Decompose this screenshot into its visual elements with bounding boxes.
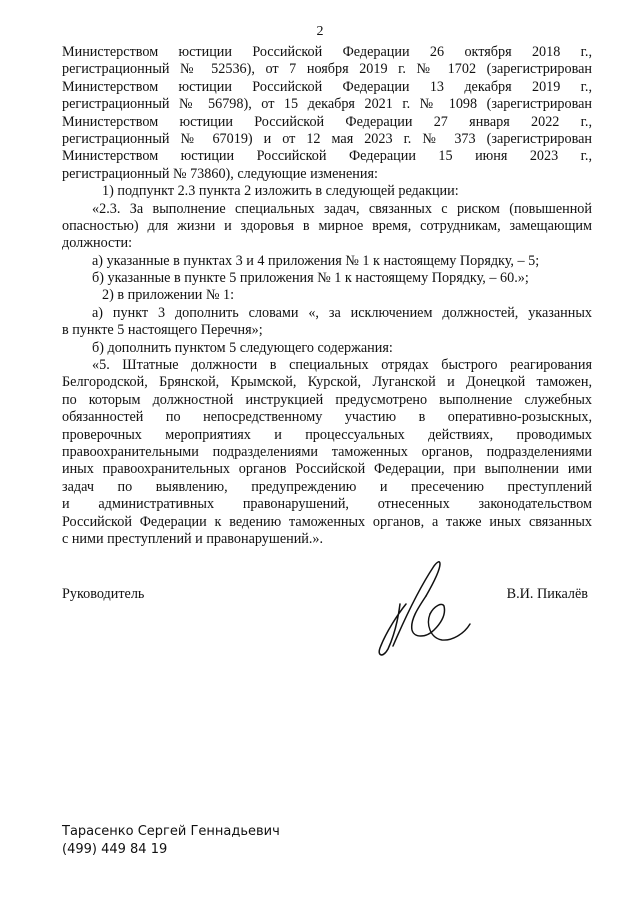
text-line: 1) подпункт 2.3 пункта 2 изложить в следующей редакции: xyxy=(102,183,459,200)
text-line: «2.3. За выполнение специальных задач, связанных с риском (повышенной xyxy=(92,200,592,217)
text-line: Министерством юстиции Российской Федерации 15 июня 2023 г., xyxy=(62,148,592,165)
text-line: «5. Штатные должности в специальных отрядах быстрого реагирования xyxy=(92,357,592,374)
text-line: с ними преступлений и правонарушений.». xyxy=(62,530,324,547)
text-line: опасностью) для жизни и здоровья в мирное время, сотрудникам, замещающим xyxy=(62,217,592,234)
text-line: регистрационный № 73860), следующие изменения: xyxy=(62,165,378,182)
text-line: регистрационный № 52536), от 7 ноября 2019 г. № 1702 (зарегистрирован xyxy=(62,61,592,78)
text-line: а) пункт 3 дополнить словами «, за исключением должностей, указанных xyxy=(92,304,592,321)
signatory-title: Руководитель xyxy=(62,586,145,602)
text-line: Министерством юстиции Российской Федерации 27 января 2022 г., xyxy=(62,113,592,130)
contact-phone: (499) 449 84 19 xyxy=(62,842,168,857)
text-line: а) указанные в пунктах 3 и 4 приложения № 1 к настоящему Порядку, – 5; xyxy=(92,252,540,269)
text-line: обязанностей по непосредственному участию в оперативно-розыскных, xyxy=(62,409,592,426)
text-line: задач по выявлению, предупреждению и пресечению преступлений xyxy=(62,478,592,495)
text-line: регистрационный № 56798), от 15 декабря 2021 г. № 1098 (зарегистрирован xyxy=(62,96,592,113)
text-line: Министерством юстиции Российской Федерации 26 октября 2018 г., xyxy=(62,44,592,60)
text-line: Российской Федерации к ведению таможенных органов, а также иных связанных xyxy=(62,513,592,530)
text-line: Белгородской, Брянской, Крымской, Курской, Луганской и Донецкой таможен, xyxy=(62,374,592,391)
text-line: б) указанные в пункте 5 приложения № 1 к настоящему Порядку, – 60.»; xyxy=(92,270,529,287)
text-line: проверочных мероприятиях и процессуальных действиях, проводимых xyxy=(62,426,592,443)
text-line: 2) в приложении № 1: xyxy=(102,287,235,304)
text-line: должности: xyxy=(62,235,133,252)
document-body xyxy=(62,44,592,548)
text-line: б) дополнить пунктом 5 следующего содержания: xyxy=(92,339,393,356)
handwritten-signature xyxy=(360,548,490,660)
text-line: Министерством юстиции Российской Федерации 13 декабря 2019 г., xyxy=(62,78,592,95)
text-line: в пункте 5 настоящего Перечня»; xyxy=(62,322,263,339)
contact-name: Тарасенко Сергей Геннадьевич xyxy=(62,824,280,839)
text-line: регистрационный № 67019) и от 12 мая 2023 г. № 373 (зарегистрирован xyxy=(62,130,592,147)
signatory-name: В.И. Пикалёв xyxy=(506,586,588,602)
contact-block xyxy=(62,823,280,859)
text-line: и административных правонарушений, отнесенных законодательством xyxy=(62,496,592,513)
text-line: иных правоохранительных органов Российской Федерации, при выполнении ими xyxy=(62,461,592,478)
page-number: 2 xyxy=(316,24,324,39)
text-line: правоохранительными подразделениями таможенных органов, подразделениями xyxy=(62,443,592,460)
text-line: по которым должностной инструкцией предусмотрено выполнение служебных xyxy=(62,391,592,408)
